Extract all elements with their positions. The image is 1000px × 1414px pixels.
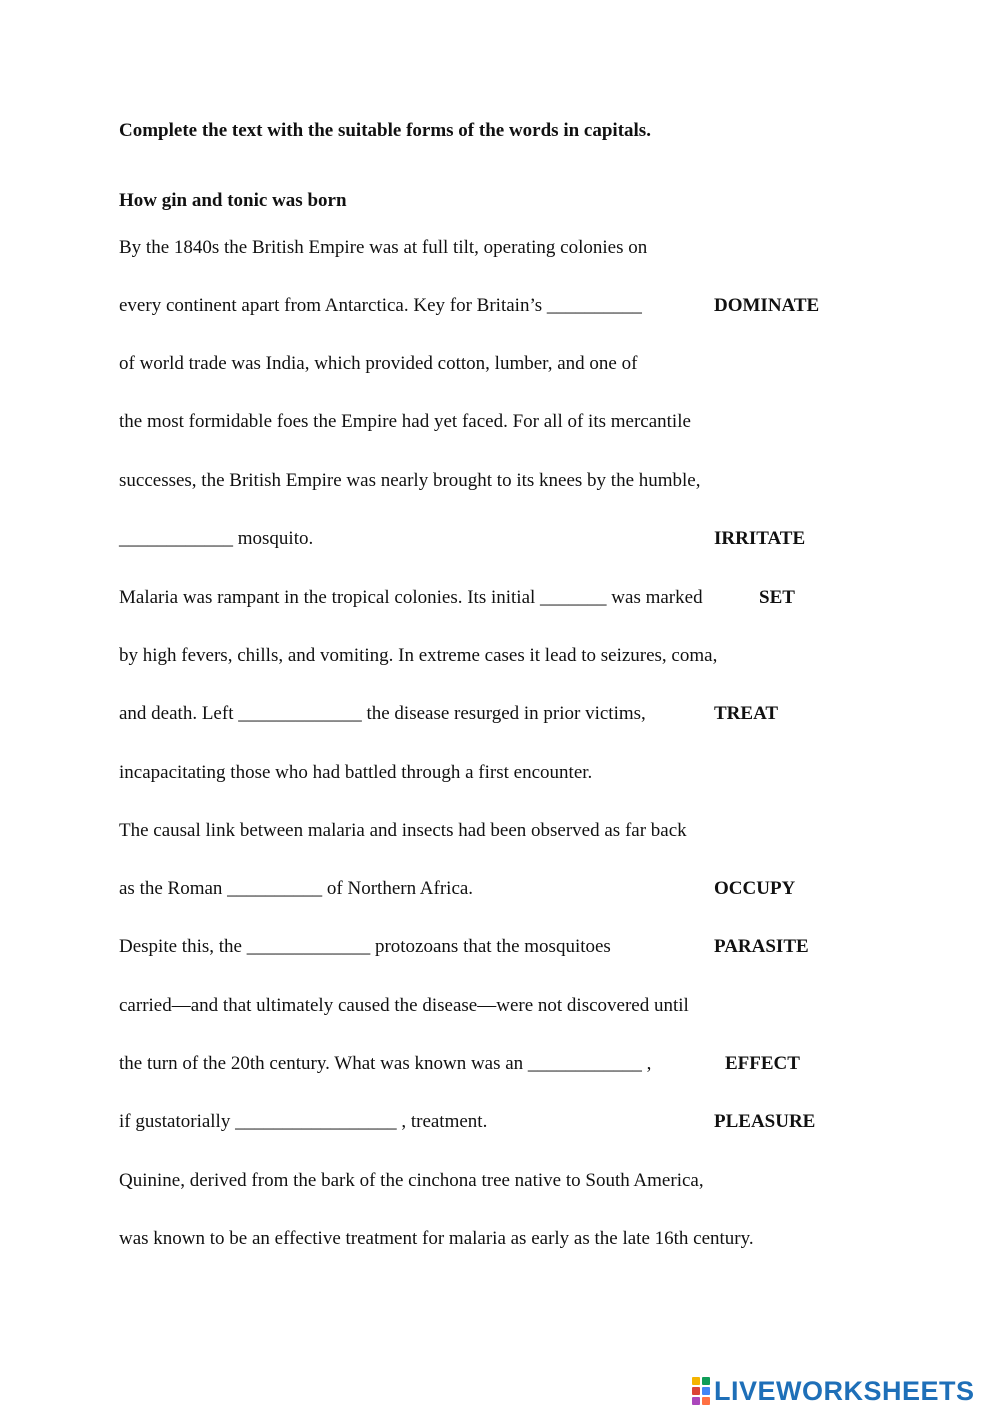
keyword-irritate: IRRITATE xyxy=(714,528,806,549)
text-line-5: successes, the British Empire was nearly brought to its knees by the humble, xyxy=(119,470,701,491)
logo-grid-icon xyxy=(692,1377,710,1405)
text-line-9: and death. Left _____________ the disease resurged in prior victims, xyxy=(119,703,646,724)
keyword-occupy: OCCUPY xyxy=(714,878,796,899)
text-line-11: The causal link between malaria and insects had been observed as far back xyxy=(119,820,687,841)
text-line-2: every continent apart from Antarctica. Key for Britain’s __________ xyxy=(119,295,642,316)
logo-square-1 xyxy=(692,1377,700,1385)
logo-square-3 xyxy=(692,1387,700,1395)
logo-square-6 xyxy=(702,1397,710,1405)
liveworksheets-logo[interactable] xyxy=(692,1376,975,1406)
text-line-1: By the 1840s the British Empire was at full tilt, operating colonies on xyxy=(119,237,648,258)
instruction: Complete the text with the suitable forms of the words in capitals. xyxy=(119,120,651,141)
keyword-dominate: DOMINATE xyxy=(714,295,820,316)
keyword-set: SET xyxy=(759,587,795,608)
logo-square-4 xyxy=(702,1387,710,1395)
text-line-17: Quinine, derived from the bark of the cinchona tree native to South America, xyxy=(119,1170,704,1191)
text-line-14: carried—and that ultimately caused the disease—were not discovered until xyxy=(119,995,689,1016)
text-line-4: the most formidable foes the Empire had yet faced. For all of its mercantile xyxy=(119,411,691,432)
logo-square-5 xyxy=(692,1397,700,1405)
worksheet-title: How gin and tonic was born xyxy=(119,190,347,211)
text-line-10: incapacitating those who had battled through a first encounter. xyxy=(119,762,593,783)
text-line-18: was known to be an effective treatment for malaria as early as the late 16th century. xyxy=(119,1228,754,1249)
keyword-treat: TREAT xyxy=(714,703,779,724)
text-line-16: if gustatorially _________________ , treatment. xyxy=(119,1111,488,1132)
text-line-7: Malaria was rampant in the tropical colonies. Its initial _______ was marked xyxy=(119,587,703,608)
keyword-effect: EFFECT xyxy=(725,1053,800,1074)
text-line-3: of world trade was India, which provided cotton, lumber, and one of xyxy=(119,353,638,374)
text-line-6: ____________ mosquito. xyxy=(119,528,314,549)
text-line-15: the turn of the 20th century. What was known was an ____________ , xyxy=(119,1053,652,1074)
text-line-8: by high fevers, chills, and vomiting. In extreme cases it lead to seizures, coma, xyxy=(119,645,718,666)
logo-square-2 xyxy=(702,1377,710,1385)
text-line-12: as the Roman __________ of Northern Africa. xyxy=(119,878,474,899)
keyword-parasite: PARASITE xyxy=(714,936,809,957)
keyword-pleasure: PLEASURE xyxy=(714,1111,816,1132)
logo-text: LIVEWORKSHEETS xyxy=(714,1375,975,1406)
text-line-13: Despite this, the _____________ protozoans that the mosquitoes xyxy=(119,936,611,957)
